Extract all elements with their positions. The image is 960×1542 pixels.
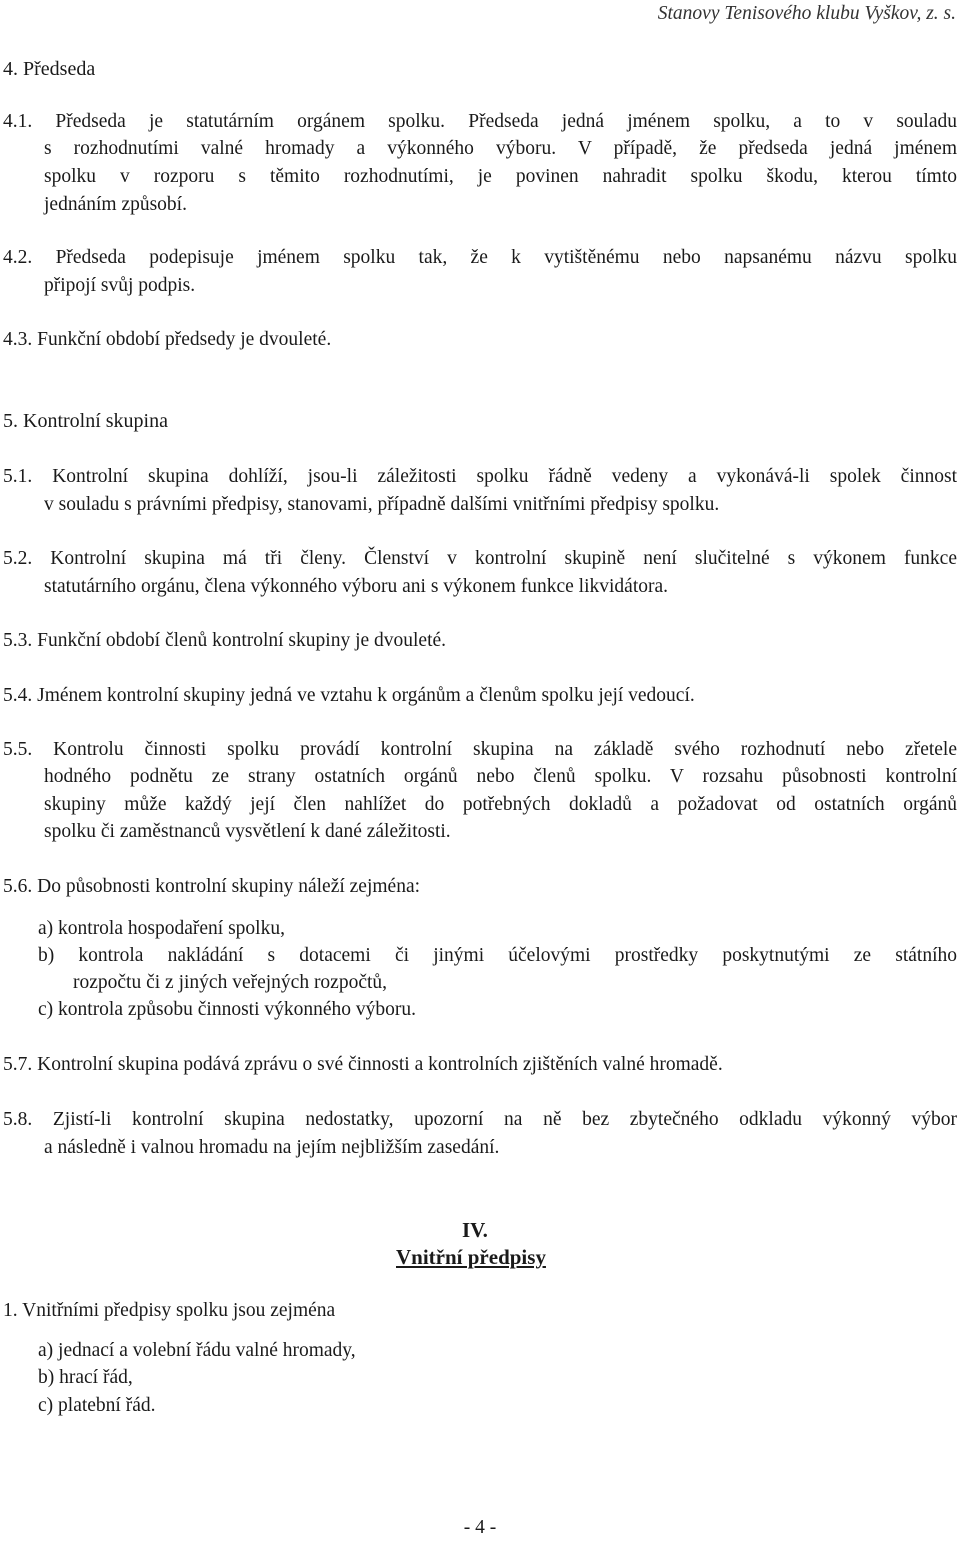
- paragraph-5-1-line-1: 5.1. Kontrolní skupina dohlíží, jsou-li záležitosti spolku řádně vedeny a vykonává-li spolek činnost: [3, 466, 957, 487]
- section-heading-kontrolni-skupina: 5. Kontrolní skupina: [3, 410, 168, 432]
- paragraph-5-5-line-2: hodného podnětu ze strany ostatních orgánů nebo členů spolku. V rozsahu působnosti kontrolní: [44, 766, 957, 787]
- part-title: Vnitřní předpisy: [396, 1245, 546, 1269]
- section-heading-predseda: 4. Předseda: [3, 58, 96, 80]
- paragraph-5-5-line-4: spolku či zaměstnanců vysvětlení k dané záležitosti.: [44, 821, 451, 842]
- paragraph-5-8-line-2: a následně i valnou hromadu na jejím nejbližším zasedání.: [44, 1137, 500, 1158]
- vnitrni-predpisy-list-b: b) hrací řád,: [38, 1367, 133, 1388]
- part-numeral: IV.: [462, 1218, 488, 1242]
- paragraph-4-1-line-3: spolku v rozporu s těmito rozhodnutími, je povinen nahradit spolku škodu, kterou tímto: [44, 166, 957, 187]
- vnitrni-predpisy-list-c: c) platební řád.: [38, 1395, 156, 1416]
- paragraph-5-8-line-1: 5.8. Zjistí-li kontrolní skupina nedostatky, upozorní na ně bez zbytečného odkladu výkonný výbor: [3, 1109, 957, 1130]
- paragraph-4-2-line-1: 4.2. Předseda podepisuje jménem spolku tak, že k vytištěnému nebo napsanému názvu spolku: [3, 247, 957, 268]
- list-item-c: c) kontrola způsobu činnosti výkonného výboru.: [38, 999, 417, 1020]
- list-item-b-line-1: b) kontrola nakládání s dotacemi či jinými účelovými prostředky poskytnutými ze státního: [38, 945, 957, 966]
- paragraph-5-2-line-1: 5.2. Kontrolní skupina má tři členy. Členství v kontrolní skupině není slučitelné s výkonem funkce: [3, 548, 957, 569]
- vnitrni-predpisy-list-a: a) jednací a volební řádu valné hromady,: [38, 1340, 356, 1361]
- paragraph-5-5-line-1: 5.5. Kontrolu činnosti spolku provádí kontrolní skupina na základě svého rozhodnutí nebo zřetele: [3, 739, 957, 760]
- paragraph-4-1-line-4: jednáním způsobí.: [44, 194, 187, 215]
- paragraph-5-7: 5.7. Kontrolní skupina podává zprávu o své činnosti a kontrolních zjištěních valné hromadě.: [3, 1054, 723, 1075]
- running-header: Stanovy Tenisového klubu Vyškov, z. s.: [657, 3, 956, 24]
- vnitrni-predpisy-item-1: 1. Vnitřními předpisy spolku jsou zejména: [3, 1300, 336, 1321]
- paragraph-5-2-line-2: statutárního orgánu, člena výkonného výboru ani s výkonem funkce likvidátora.: [44, 576, 669, 597]
- page-number: - 4 -: [463, 1517, 497, 1538]
- paragraph-5-5-line-3: skupiny může každý její člen nahlížet do potřebných dokladů a požadovat od ostatních orgánů: [44, 794, 957, 815]
- paragraph-5-1-line-2: v souladu s právními předpisy, stanovami, případně dalšími vnitřními předpisy spolku.: [44, 494, 720, 515]
- list-item-b-line-2: rozpočtu či z jiných veřejných rozpočtů,: [73, 972, 388, 993]
- list-item-a: a) kontrola hospodaření spolku,: [38, 918, 285, 939]
- paragraph-5-6: 5.6. Do působnosti kontrolní skupiny náleží zejména:: [3, 876, 421, 897]
- paragraph-4-3: 4.3. Funkční období předsedy je dvouleté.: [3, 329, 332, 350]
- paragraph-4-1-line-2: s rozhodnutími valné hromady a výkonného výboru. V případě, že předseda jedná jménem: [44, 138, 957, 159]
- paragraph-4-1-line-1: 4.1. Předseda je statutárním orgánem spolku. Předseda jedná jménem spolku, a to v souladu: [3, 111, 957, 132]
- paragraph-5-4: 5.4. Jménem kontrolní skupiny jedná ve vztahu k orgánům a členům spolku její vedoucí.: [3, 685, 695, 706]
- paragraph-4-2-line-2: připojí svůj podpis.: [44, 275, 196, 296]
- paragraph-5-3: 5.3. Funkční období členů kontrolní skupiny je dvouleté.: [3, 630, 447, 651]
